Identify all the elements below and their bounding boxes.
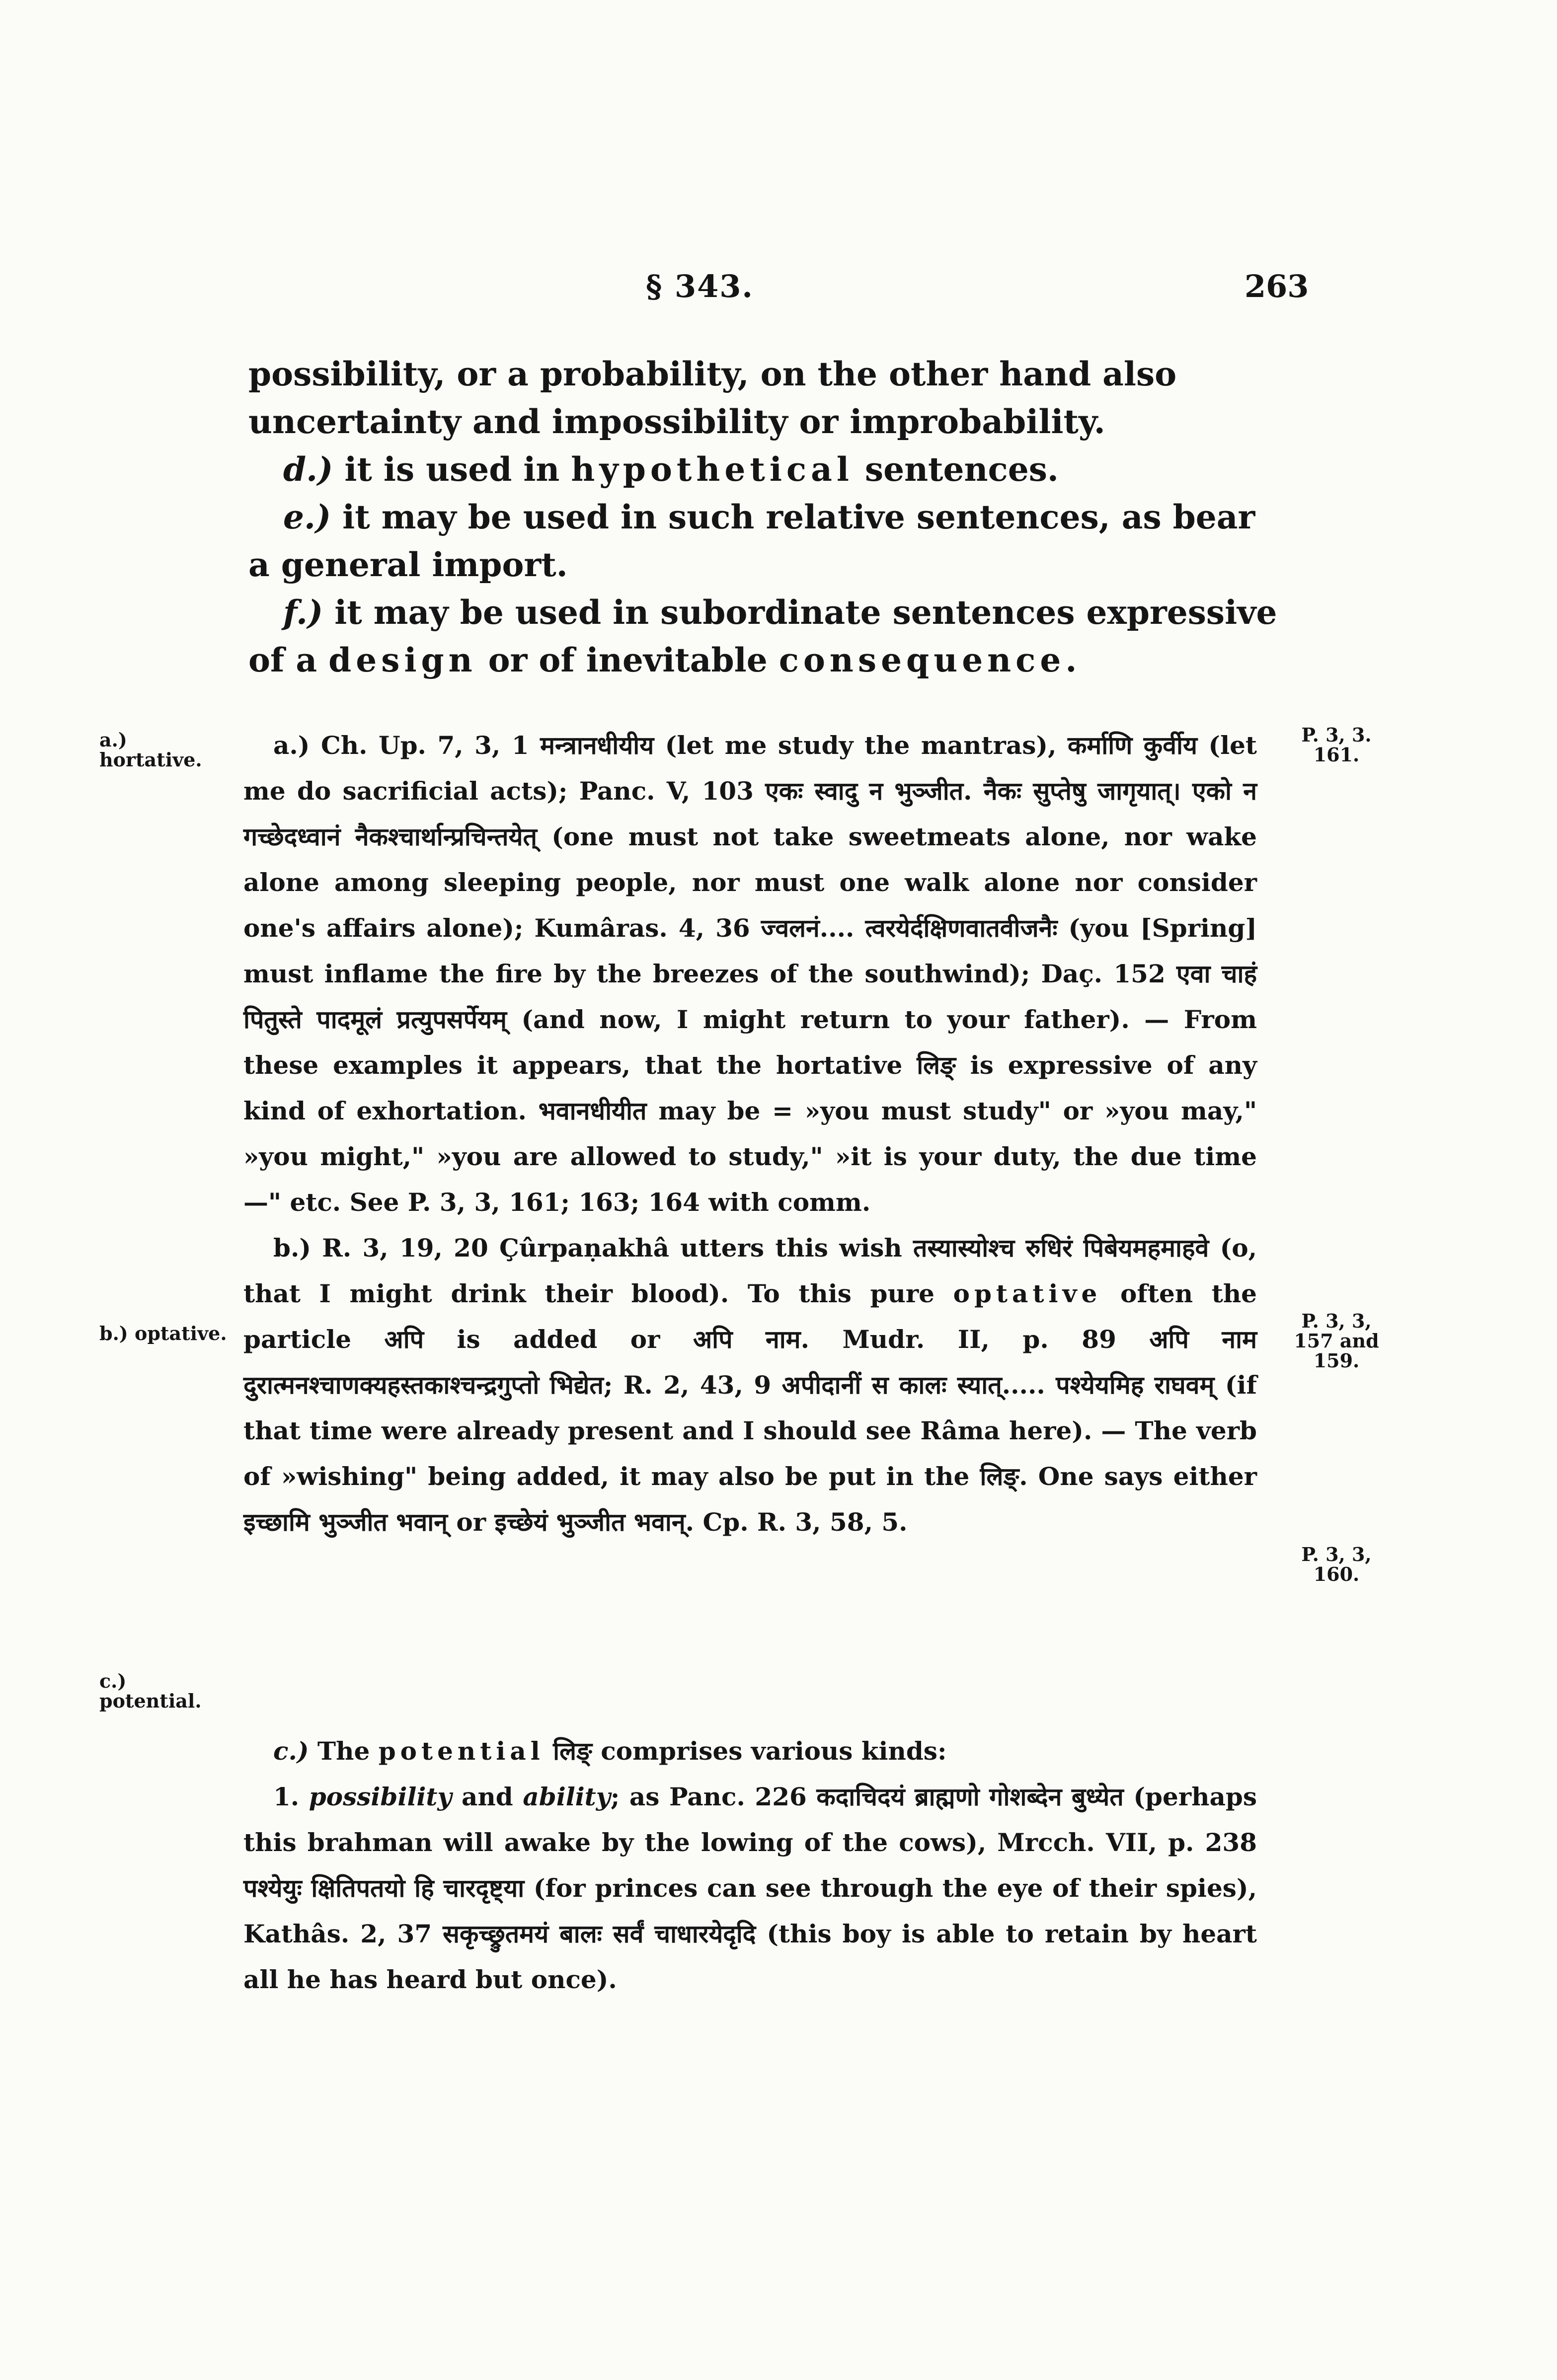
example-a: a.) Ch. Up. 7, 3, 1 मन्त्रानधीयीय (let me study the mantras), कर्माणि कुर्वीय (let me do sacrificial acts); Panc. V, 103 एकः स्वादु न भुञ्जीत. नैकः सुप्तेषु जागृयात्। एको न गच्छेदध्वानं नैकश्चार्थान्प्रचिन्तयेत् (one must not take sweetmeats alone, nor wake alone among sleeping people, nor must one walk alone nor consider one's affairs alone); Kumâras. 4, 36 ज्वलनं.... त्वरयेर्दक्षिणवातवीजनैः (you [Spring] must inflame the fire by the breezes of the southwind); Daç. 152 एवा चाहं पितुस्ते पादमूलं प्रत्युपसर्पेयम् (and now, I might return to your father). — From these examples it appears, that the hortative लिङ् is expressive of any kind of exhortation. भवानधीयीत may be = »you must study" or »you may," »you might," »you are allowed to study," »it is your duty, the due time —" etc. See P. 3, 3, 161; 163; 164 with comm. xyxy=(243,731,1257,1217)
margin-ref-a: P. 3, 3. 161. xyxy=(1301,724,1372,766)
examples-block xyxy=(243,723,1257,1545)
item-c: c.) The potential लिङ् comprises various kinds: xyxy=(273,1736,947,1766)
example-b: b.) R. 3, 19, 20 Çûrpaṇakhâ utters this wish तस्यास्योश्च रुधिरं पिबेयमहमाहवे (o, that I might drink their blood). To this pure optative often the particle अपि is added or अपि नाम. Mudr. II, p. 89 अपि नाम दुरात्मनश्चाणक्यहस्तकाश्चन्द्रगुप्तो भिद्येत; R. 2, 43, 9 अपीदानीं स कालः स्यात्..... पश्येयमिह राघवम् (if that time were already present and I should see Râma here). — The verb of »wishing" being added, it may also be put in the लिङ्. One says either इच्छामि भुञ्जीत भवान् or इच्छेयं भुञ्जीत भवान्. Cp. R. 3, 58, 5. xyxy=(243,1233,1257,1537)
margin-note-potential: c.) potential. xyxy=(99,1670,202,1712)
item-d: d.) it is used in hypothetical sentences. xyxy=(283,450,1059,489)
page-number: 263 xyxy=(1245,268,1309,304)
running-header xyxy=(0,268,1557,308)
margin-ref-b: P. 3, 3, 157 and 159. xyxy=(1294,1310,1379,1372)
potential-item-1: 1. possibility and ability; as Panc. 226 कदाचिदयं ब्राह्मणो गोशब्देन बुध्येत (perhaps this brahman will awake by the lowing of the cows), Mrcch. VII, p. 238 पश्येयुः क्षितिपतयो हि चारदृष्ट्या (for princes can see through the eye of their spies), Kathâs. 2, 37 सकृच्छ्रुतमयं बालः सर्वं चाधारयेदृदि (this boy is able to retain by heart all he has heard but once). xyxy=(243,1782,1257,1994)
item-e: e.) it may be used in such relative sentences, as bear a general import. xyxy=(248,498,1255,584)
intro-paragraphs xyxy=(248,350,1282,684)
margin-ref-b2: P. 3, 3, 160. xyxy=(1301,1543,1372,1585)
section-number: § 343. xyxy=(646,268,754,304)
intro-line: possibility, or a probability, on the other hand also uncertainty and impossibility or improbability. xyxy=(248,355,1177,441)
potential-block xyxy=(243,1728,1257,2003)
margin-note-hortative: a.) hortative. xyxy=(99,729,202,771)
margin-note-optative: b.) optative. xyxy=(99,1322,227,1344)
item-f: f.) it may be used in subordinate sentences expressive of a design or of inevitable consequence. xyxy=(248,593,1277,679)
